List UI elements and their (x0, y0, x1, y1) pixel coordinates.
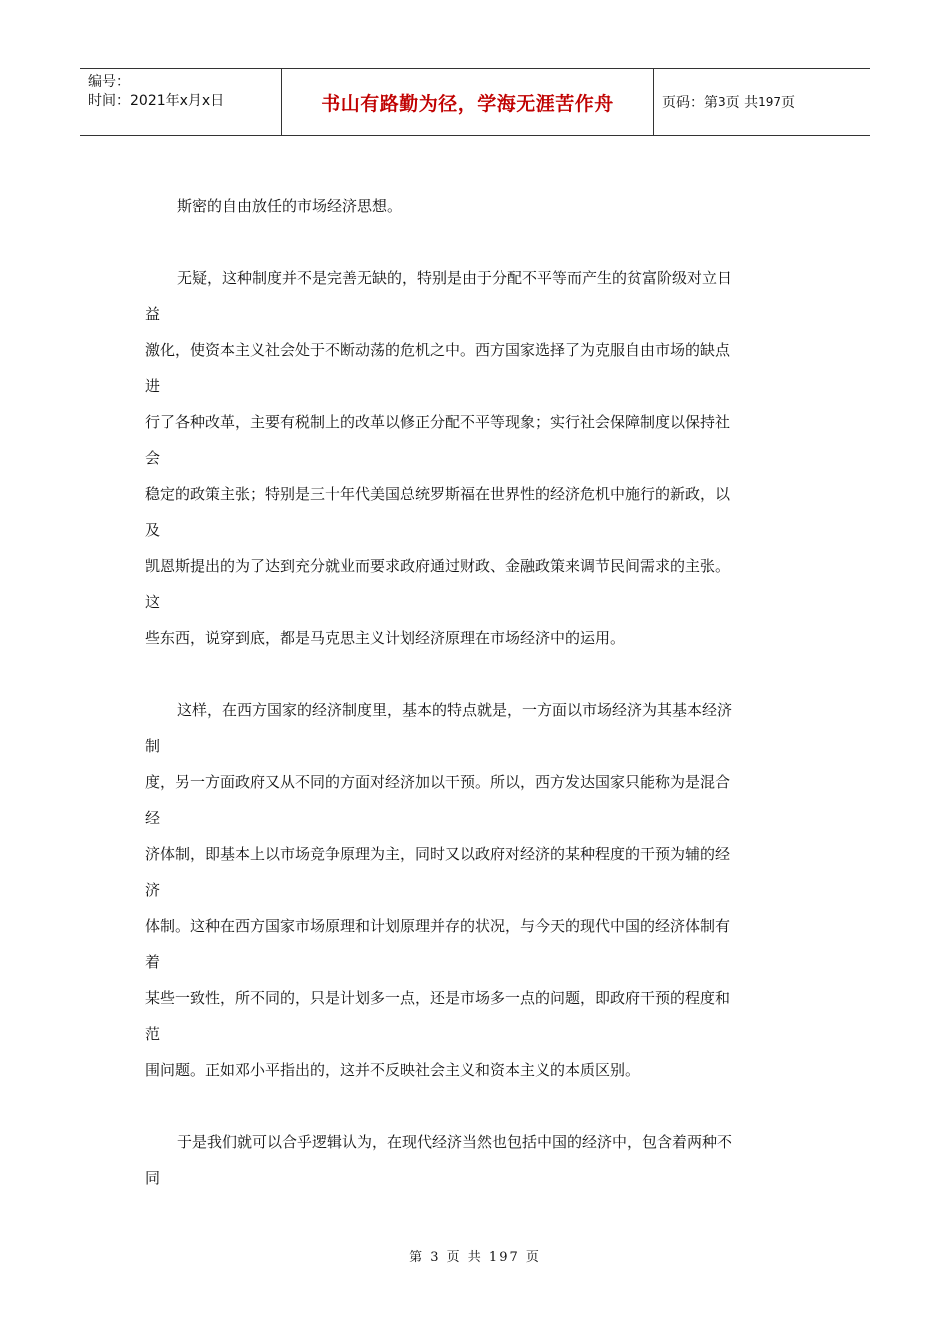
text-line: 及 (145, 521, 161, 539)
text-line: 这样，在西方国家的经济制度里，基本的特点就是，一方面以市场经济为其基本经济 (177, 701, 733, 719)
text-line: 某些一致性，所不同的，只是计划多一点，还是市场多一点的问题，即政府干预的程度和 (145, 989, 731, 1007)
page-footer: 第 3 页 共 197 页 (409, 1250, 541, 1265)
motto-text: 书山有路勤为径，学海无涯苦作舟 (321, 92, 614, 115)
text-line: 凯恩斯提出的为了达到充分就业而要求政府通过财政、金融政策来调节民间需求的主张。 (145, 557, 731, 575)
page-header (80, 68, 870, 136)
text-line: 稳定的政策主张；特别是三十年代美国总统罗斯福在世界性的经济危机中施行的新政，以 (145, 485, 731, 503)
page-suffix: 页 (781, 95, 795, 111)
page-middle: 页 共 (725, 95, 759, 111)
text-line: 会 (145, 449, 161, 467)
document-body (145, 188, 805, 1196)
header-meta-cell (80, 69, 282, 135)
page-current: 3 (718, 95, 726, 109)
text-line: 体制。这种在西方国家市场原理和计划原理并存的状况，与今天的现代中国的经济体制有 (145, 917, 731, 935)
header-motto-cell (282, 69, 654, 135)
text-line: 行了各种改革，主要有税制上的改革以修正分配不平等现象；实行社会保障制度以保持社 (145, 413, 731, 431)
text-line: 范 (145, 1025, 161, 1043)
header-page-cell (654, 69, 870, 135)
text-line: 经 (145, 809, 161, 827)
text-line: 围问题。正如邓小平指出的，这并不反映社会主义和资本主义的本质区别。 (145, 1061, 641, 1079)
page-prefix: 页码：第 (662, 95, 718, 111)
serial-label: 编号： (88, 74, 130, 90)
time-label: 时间：2021年x月x日 (88, 93, 225, 109)
text-line: 济 (145, 881, 161, 899)
text-line: 着 (145, 953, 161, 971)
text-line: 无疑，这种制度并不是完善无缺的，特别是由于分配不平等而产生的贫富阶级对立日 (177, 269, 733, 287)
text-line: 益 (145, 305, 161, 323)
text-line: 些东西，说穿到底，都是马克思主义计划经济原理在市场经济中的运用。 (145, 629, 626, 647)
text-line: 激化，使资本主义社会处于不断动荡的危机之中。西方国家选择了为克服自由市场的缺点 (145, 341, 731, 359)
text-line: 同 (145, 1169, 161, 1187)
text-line: 制 (145, 737, 161, 755)
text-line: 这 (145, 593, 161, 611)
text-line: 于是我们就可以合乎逻辑认为，在现代经济当然也包括中国的经济中，包含着两种不 (177, 1133, 733, 1151)
text-line: 进 (145, 377, 161, 395)
text-line: 度，另一方面政府又从不同的方面对经济加以干预。所以，西方发达国家只能称为是混合 (145, 773, 731, 791)
page-total: 197 (758, 95, 781, 109)
text-line: 济体制，即基本上以市场竞争原理为主，同时又以政府对经济的某种程度的干预为辅的经 (145, 845, 731, 863)
text-line: 斯密的自由放任的市场经济思想。 (177, 197, 403, 215)
